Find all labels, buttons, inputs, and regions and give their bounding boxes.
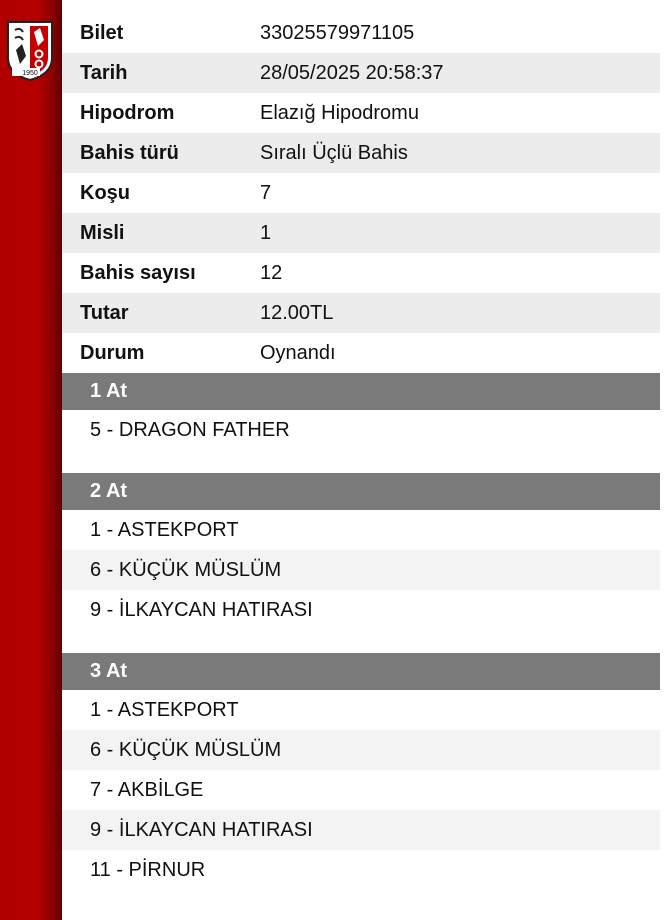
horse-item: 1 - ASTEKPORT xyxy=(90,518,239,541)
horse-item: 9 - İLKAYCAN HATIRASI xyxy=(62,810,660,850)
info-label: Hipodrom xyxy=(80,101,175,124)
info-label: Misli xyxy=(80,221,125,244)
info-row-kosu xyxy=(62,173,660,213)
horse-item: 6 - KÜÇÜK MÜSLÜM xyxy=(62,550,660,590)
section-header: 1 At xyxy=(62,373,660,410)
info-label: Koşu xyxy=(80,181,130,204)
info-label: Tutar xyxy=(80,301,129,324)
info-value: 12.00TL xyxy=(260,301,334,324)
info-value: Elazığ Hipodromu xyxy=(260,101,419,124)
info-value: 12 xyxy=(260,261,283,284)
horse-item: 9 - İLKAYCAN HATIRASI xyxy=(90,598,313,621)
leg-3-section xyxy=(62,653,660,890)
leg-2-section xyxy=(62,473,660,653)
section-header: 2 At xyxy=(62,473,660,510)
leg-1-section xyxy=(62,373,660,473)
horse-item: 7 - AKBİLGE xyxy=(90,778,204,801)
info-label: Tarih xyxy=(80,61,128,84)
info-row-bilet xyxy=(62,13,660,53)
info-row-misli xyxy=(62,213,660,253)
info-value: 33025579971105 xyxy=(260,21,415,44)
horse-item: 1 - ASTEKPORT xyxy=(90,698,239,721)
right-edge xyxy=(660,0,665,920)
info-label: Bahis türü xyxy=(80,141,179,164)
section-header: 3 At xyxy=(62,653,660,690)
ticket-details xyxy=(62,13,660,890)
info-label: Durum xyxy=(80,341,145,364)
info-value: Sıralı Üçlü Bahis xyxy=(260,141,408,164)
info-label: Bahis sayısı xyxy=(80,261,196,284)
club-crest-icon[interactable] xyxy=(6,20,54,82)
info-row-bahis-turu xyxy=(62,133,660,173)
info-row-bahis-sayisi xyxy=(62,253,660,293)
sidebar xyxy=(0,0,62,920)
logo-year: 1950 xyxy=(22,70,38,77)
info-row-durum xyxy=(62,333,660,373)
info-value: 1 xyxy=(260,221,272,244)
info-label: Bilet xyxy=(80,21,124,44)
info-value: 28/05/2025 20:58:37 xyxy=(260,61,444,84)
info-value: 7 xyxy=(260,181,272,204)
info-row-tutar xyxy=(62,293,660,333)
horse-item: 5 - DRAGON FATHER xyxy=(90,418,290,441)
info-table xyxy=(62,13,660,373)
info-row-tarih xyxy=(62,53,660,93)
horse-item: 11 - PİRNUR xyxy=(90,858,206,881)
horse-item: 6 - KÜÇÜK MÜSLÜM xyxy=(62,730,660,770)
info-value: Oynandı xyxy=(260,341,336,364)
info-row-hipodrom xyxy=(62,93,660,133)
